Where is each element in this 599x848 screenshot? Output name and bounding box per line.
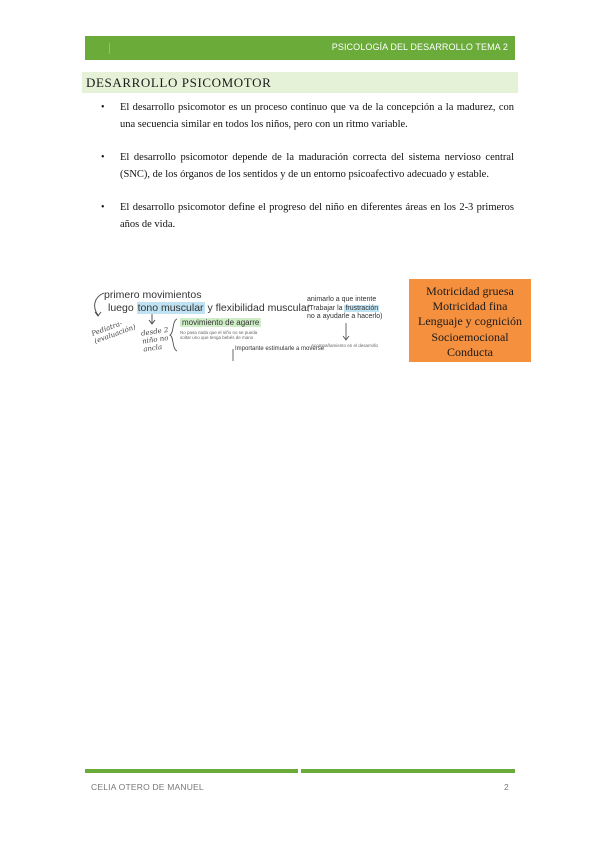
footer-bar — [85, 769, 515, 773]
bullet-list — [101, 100, 514, 233]
bullet-text: El desarrollo psicomotor define el progreso del niño en diferentes áreas en los 2-3 primeros años de vida. — [120, 202, 514, 230]
section-title: DESARROLLO PSICOMOTOR — [86, 75, 272, 90]
bullet-text: El desarrollo psicomotor es un proceso continuo que va de la concepción a la madurez, con una secuencia similar en todos los niños, pero con un ritmo variable. — [120, 102, 514, 130]
grab-movement-label: movimiento de agarre — [182, 318, 260, 327]
handwritten-note-desde: desde 2 niño no ancla — [140, 325, 169, 354]
grab-movement-note: No pasa nada que el niño no se pueda soltar uno que tenga bebés de mano — [180, 330, 258, 340]
animar-note: animarlo a que intente (Trabajar la frustración no a ayudarle a hacerlo) — [307, 296, 383, 320]
bullet-icon: • — [101, 102, 105, 113]
acompanamiento-note: Acompañamiento en el desarrollo — [311, 343, 379, 348]
header-title: PSICOLOGÍA DEL DESARROLLO TEMA 2 — [331, 42, 508, 52]
note-line-2: luego tono muscular y flexibilidad muscular — [108, 302, 311, 314]
bullet-text: El desarrollo psicomotor depende de la maduración correcta del sistema nervioso central (SNC), de los órganos de los sentidos y de un entorno psicoafectivo adecuado y estable. — [120, 152, 514, 180]
handwritten-note-pediatra: Pediatra-(evaluación) — [90, 319, 137, 346]
development-areas-box — [409, 279, 531, 362]
list-item — [101, 150, 514, 183]
area-item: Motricidad fina — [432, 299, 508, 314]
highlight-frustracion: frustración — [345, 304, 379, 312]
bullet-icon: • — [101, 152, 105, 163]
importante-note: Importante estimularle a moverse — [235, 346, 325, 352]
footer-author: CELIA OTERO DE MANUEL — [91, 782, 204, 792]
handwritten-notes — [88, 283, 408, 369]
bullet-icon: • — [101, 202, 105, 213]
page-number: 2 — [504, 782, 509, 792]
header-divider — [109, 43, 110, 54]
header-bar — [85, 36, 515, 60]
area-item: Conducta — [447, 344, 493, 359]
list-item — [101, 100, 514, 133]
note-line-1: primero movimientos — [104, 289, 202, 301]
section-heading — [82, 72, 518, 93]
footer-divider — [298, 769, 301, 773]
highlight-tono-muscular: tono muscular — [137, 302, 204, 314]
area-item: Lenguaje y cognición — [418, 314, 522, 329]
area-item: Motricidad gruesa — [426, 284, 514, 298]
area-item: Socioemocional — [431, 329, 509, 344]
list-item — [101, 200, 514, 233]
